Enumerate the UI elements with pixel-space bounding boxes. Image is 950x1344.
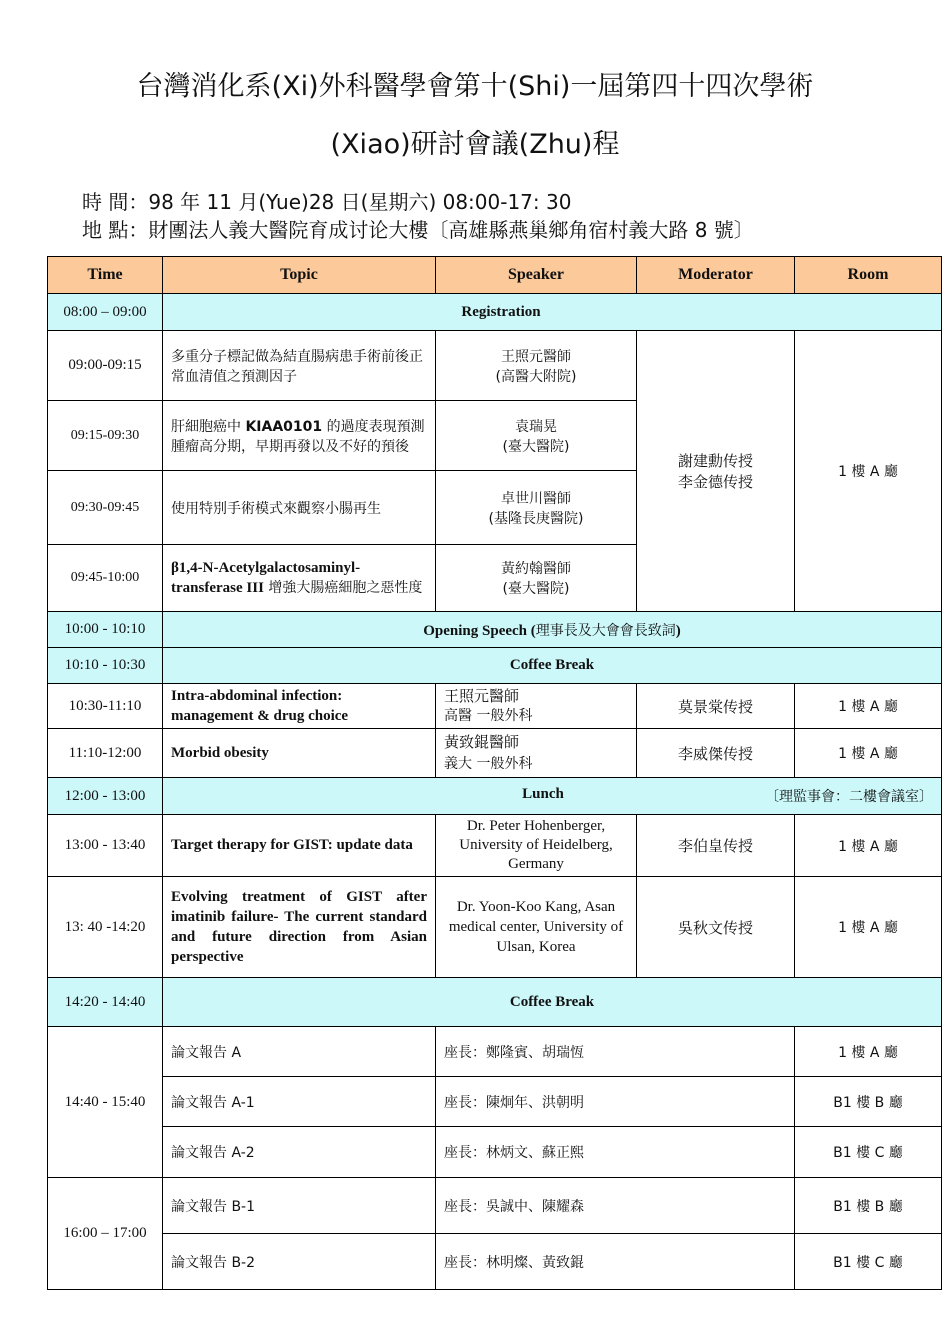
row-room: B1 樓 C 廳: [795, 1234, 942, 1290]
table-row: [48, 1234, 942, 1290]
row-label: Coffee Break: [163, 978, 942, 1027]
row-time: 10:30-11:10: [48, 684, 163, 729]
row-room: 1 樓 A 廳: [795, 1027, 942, 1077]
opening-row: [48, 612, 942, 648]
row-time: 11:10-12:00: [48, 729, 163, 778]
topic-pre: 肝細胞癌中: [171, 418, 246, 435]
row-time: 16:00 – 17:00: [48, 1178, 163, 1290]
label-bold: Opening Speech (: [423, 622, 536, 639]
row-topic: 使用特別手術模式來觀察小腸再生: [163, 471, 436, 545]
row-chair: 座長：林炳文、蘇正熙: [436, 1127, 795, 1178]
page-title-line1: 台灣消化系(Xi)外科醫學會第十(Shi)一屆第四十四次學術: [136, 71, 814, 102]
table-row: [48, 1127, 942, 1178]
row-label: [163, 612, 942, 648]
table-row: [48, 815, 942, 877]
row-room: 1 樓 A 廳: [795, 331, 942, 612]
row-topic: 論文報告 A: [163, 1027, 436, 1077]
row-time: 14:40 - 15:40: [48, 1027, 163, 1178]
speaker-name: 王照元醫師: [501, 348, 571, 365]
moderator-2: 李金德传授: [677, 473, 753, 491]
row-speaker: [436, 471, 637, 545]
speaker-name: 袁瑞晃: [515, 418, 557, 435]
page-title-line2: (Xiao)研討會議(Zhu)程: [330, 129, 620, 160]
row-room: B1 樓 B 廳: [795, 1178, 942, 1234]
speaker-org: 高醫 一般外科: [444, 708, 533, 724]
row-moderator: 李伯皇传授: [637, 815, 795, 877]
row-room: B1 樓 B 廳: [795, 1077, 942, 1127]
topic-post: 的過度表現預測腫瘤高分期，早期再發以及不好的預後: [171, 418, 425, 455]
row-topic: Evolving treatment of GIST after imatinib failure- The current standard and future direction from Asian perspective: [163, 877, 436, 978]
row-room: 1 樓 A 廳: [795, 815, 942, 877]
row-time: 09:30-09:45: [48, 471, 163, 545]
row-speaker: [436, 545, 637, 612]
row-speaker: Dr. Yoon-Koo Kang, Asan medical center, University of Ulsan, Korea: [436, 877, 637, 978]
speaker-org: (高醫大附院): [495, 368, 577, 385]
speaker-name: 黃約翰醫師: [501, 561, 571, 577]
topic-post: 增強大腸癌細胞之惡性度: [263, 579, 423, 596]
row-topic: Morbid obesity: [163, 729, 436, 778]
event-place: 地 點：財團法人義大醫院育成讨论大樓〔高雄縣燕巢鄉角宿村義大路 8 號〕: [82, 218, 754, 242]
header-row: [48, 257, 942, 294]
row-topic: 多重分子標記做為結直腸病患手術前後正常血清值之預測因子: [163, 331, 436, 401]
label-close: ): [675, 622, 681, 639]
row-label: Coffee Break: [163, 648, 942, 684]
coffee-row: [48, 648, 942, 684]
topic-bold: KIAA0101: [245, 418, 323, 435]
row-time: 09:45-10:00: [48, 545, 163, 612]
table-row: [48, 877, 942, 978]
row-topic: Intra-abdominal infection: management & drug choice: [163, 684, 436, 729]
row-time: 09:00-09:15: [48, 331, 163, 401]
lunch-label: Lunch: [522, 786, 564, 802]
header-topic: Topic: [163, 257, 436, 294]
schedule-table: [47, 256, 942, 1290]
row-time: 10:10 - 10:30: [48, 648, 163, 684]
row-room: 1 樓 A 廳: [795, 729, 942, 778]
topic-bold: β1,4-N-Acetylgalactosaminyl-transferase III: [171, 559, 361, 596]
table-row: [48, 684, 942, 729]
row-room: 1 樓 A 廳: [795, 877, 942, 978]
row-chair: 座長：吳誠中、陳耀森: [436, 1178, 795, 1234]
row-topic: Target therapy for GIST: update data: [163, 815, 436, 877]
row-speaker: [436, 331, 637, 401]
speaker-name: 王照元醫師: [444, 687, 520, 705]
row-label: [163, 778, 942, 815]
row-chair: 座長：陳炯年、洪朝明: [436, 1077, 795, 1127]
row-room: B1 樓 C 廳: [795, 1127, 942, 1178]
row-topic: [163, 545, 436, 612]
row-topic: 論文報告 A-1: [163, 1077, 436, 1127]
row-chair: 座長：林明燦、黃致錕: [436, 1234, 795, 1290]
row-chair: 座長：鄭隆賓、胡瑞恆: [436, 1027, 795, 1077]
row-topic: 論文報告 B-1: [163, 1178, 436, 1234]
row-moderator: 莫景棠传授: [637, 684, 795, 729]
speaker-org: 義大 一般外科: [444, 756, 533, 772]
row-topic: [163, 401, 436, 471]
row-time: 13: 40 -14:20: [48, 877, 163, 978]
table-row: [48, 729, 942, 778]
row-speaker: [436, 401, 637, 471]
lunch-note: 〔理監事會：二樓會議室〕: [765, 789, 933, 805]
row-topic: 論文報告 B-2: [163, 1234, 436, 1290]
row-speaker: Dr. Peter Hohenberger, University of Heidelberg, Germany: [436, 815, 637, 877]
row-speaker: [436, 684, 637, 729]
row-moderator: 吳秋文传授: [637, 877, 795, 978]
speaker-name: 黃致錕醫師: [444, 733, 520, 751]
header-speaker: Speaker: [436, 257, 637, 294]
moderator-1: 謝建勳传授: [677, 452, 753, 470]
speaker-org: (臺大醫院): [502, 581, 570, 597]
row-time: 13:00 - 13:40: [48, 815, 163, 877]
row-room: 1 樓 A 廳: [795, 684, 942, 729]
row-speaker: [436, 729, 637, 778]
label-cn: 理事長及大會會長致詞: [535, 622, 676, 639]
coffee-row: [48, 978, 942, 1027]
registration-row: [48, 294, 942, 331]
row-moderator: [637, 331, 795, 612]
event-time: 時 間：98 年 11 月(Yue)28 日(星期六) 08:00-17: 30: [82, 190, 572, 214]
row-topic: 論文報告 A-2: [163, 1127, 436, 1178]
row-label: Registration: [163, 294, 942, 331]
table-row: [48, 1077, 942, 1127]
row-time: 10:00 - 10:10: [48, 612, 163, 648]
speaker-org: (基隆長庚醫院): [488, 510, 584, 527]
row-moderator: 李威傑传授: [637, 729, 795, 778]
header-time: Time: [48, 257, 163, 294]
row-time: 08:00 – 09:00: [48, 294, 163, 331]
header-moderator: Moderator: [637, 257, 795, 294]
row-time: 14:20 - 14:40: [48, 978, 163, 1027]
header-room: Room: [795, 257, 942, 294]
table-row: [48, 1027, 942, 1077]
speaker-org: (臺大醫院): [502, 438, 570, 455]
speaker-name: 卓世川醫師: [501, 490, 571, 507]
lunch-row: [48, 778, 942, 815]
table-row: [48, 331, 942, 401]
table-row: [48, 1178, 942, 1234]
row-time: 12:00 - 13:00: [48, 778, 163, 815]
row-time: 09:15-09:30: [48, 401, 163, 471]
